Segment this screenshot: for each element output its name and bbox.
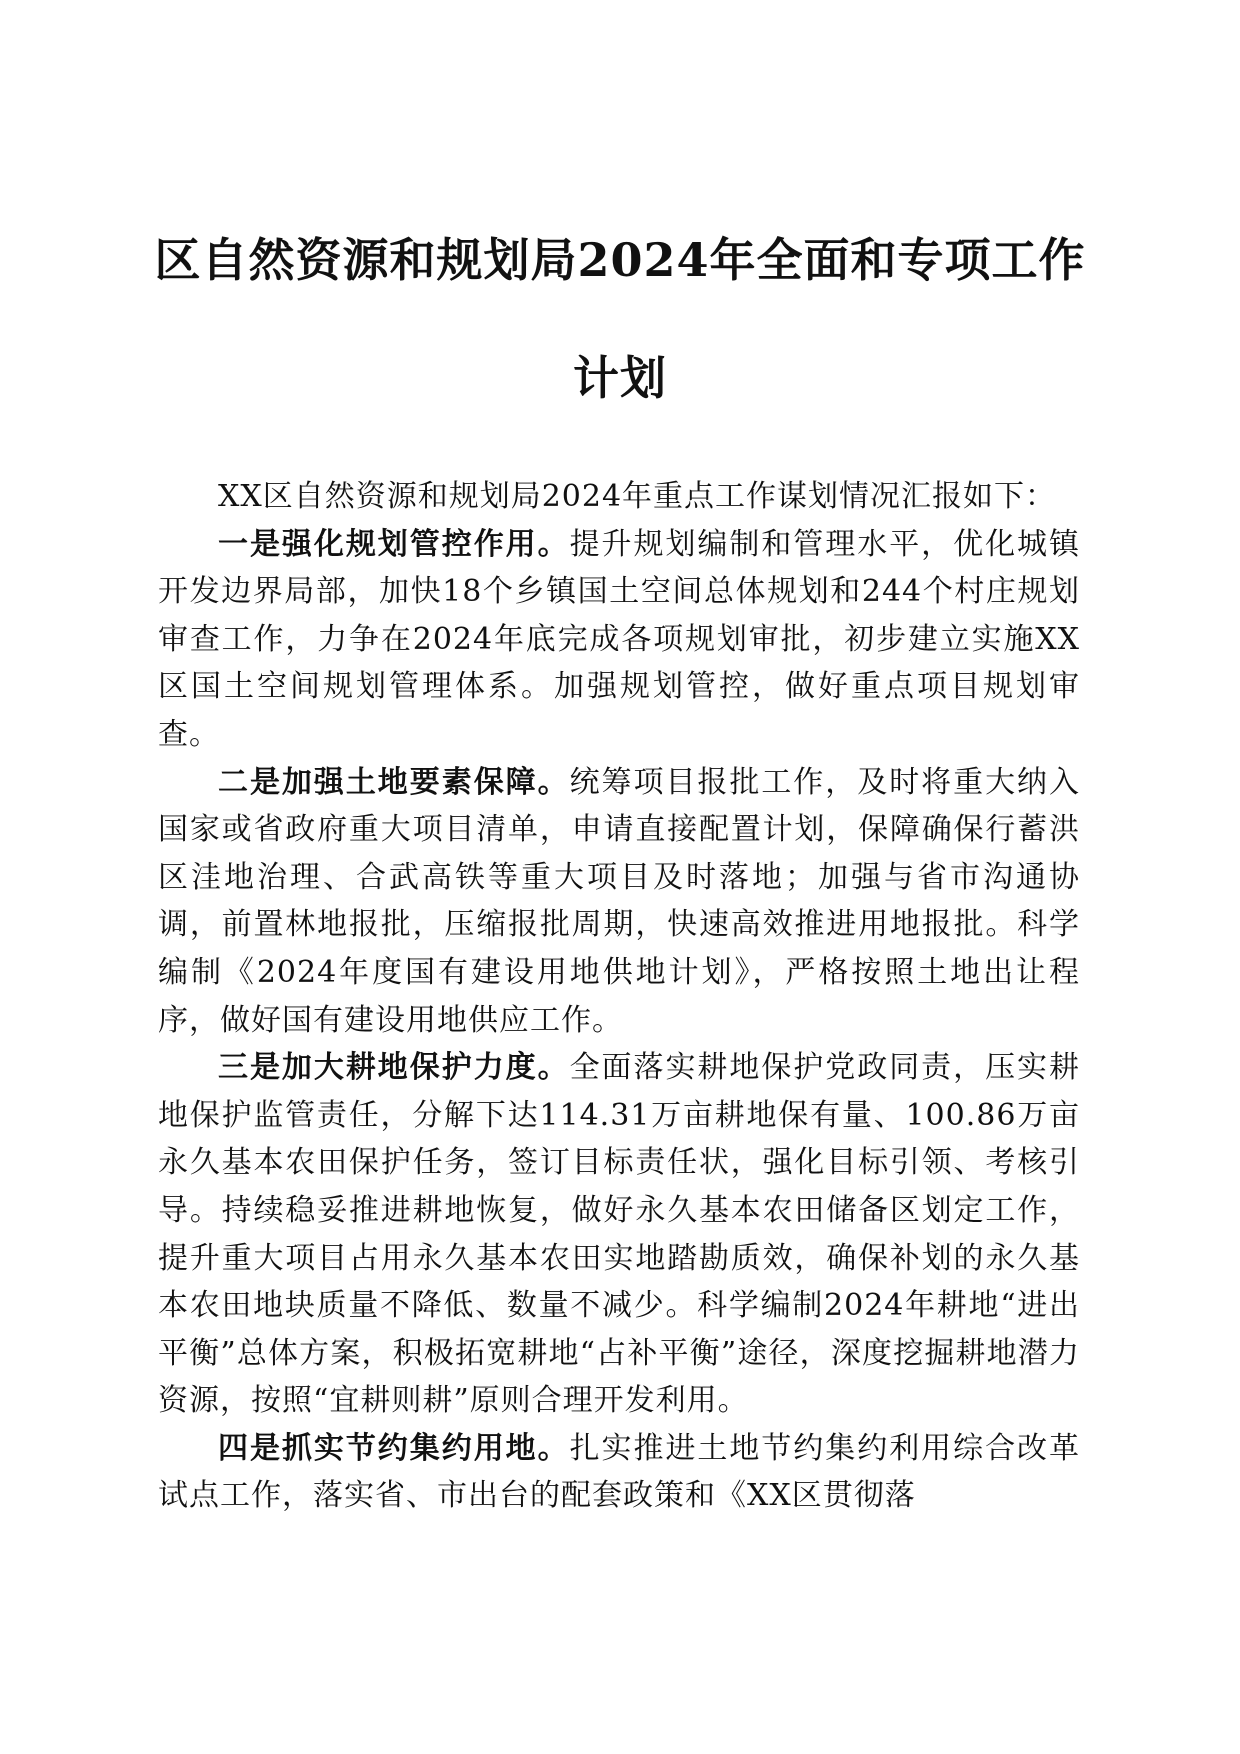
paragraph-item-3 xyxy=(158,1044,1080,1425)
paragraph-text: 扎实推进土地节约集约利用综合改革试点工作，落实省、市出台的配套政策和《XX区贯彻落 xyxy=(158,1430,1081,1514)
paragraph-lead: 四是抓实节约集约用地。 xyxy=(218,1430,570,1466)
paragraph-item-1 xyxy=(158,521,1080,759)
paragraph-lead: 二是加强土地要素保障。 xyxy=(218,764,570,800)
document-title-line-2: 计划 xyxy=(573,351,667,405)
paragraph-lead: 一是强化规划管控作用。 xyxy=(218,526,570,562)
paragraph-lead: 三是加大耕地保护力度。 xyxy=(218,1050,570,1086)
paragraph-intro xyxy=(158,473,1080,521)
paragraph-text: 全面落实耕地保护党政同责，压实耕地保护监管责任，分解下达114.31万亩耕地保有量、100.86万亩永久基本农田保护任务，签订目标责任状，强化目标引领、考核引导。持续稳妥推进耕地恢复，做好永久基本农田储备区划定工作，提升重大项目占用永久基本农田实地踏勘质效，确保补划的永久基本农田地块质量不降低、数量不减少。科学编制2024年耕地“进出平衡”总体方案，积极拓宽耕地“占补平衡”途径，深度挖掘耕地潜力资源，按照“宜耕则耕”原则合理开发利用。 xyxy=(158,1050,1081,1419)
paragraph-text: XX区自然资源和规划局2024年重点工作谋划情况汇报如下： xyxy=(218,479,1057,514)
paragraph-text: 提升规划编制和管理水平，优化城镇开发边界局部，加快18个乡镇国土空间总体规划和244个村庄规划审查工作，力争在2024年底完成各项规划审批，初步建立实施XX区国土空间规划管理体系。加强规划管控，做好重点项目规划审查。 xyxy=(158,526,1081,752)
document-title-line-1: 区自然资源和规划局2024年全面和专项工作 xyxy=(154,233,1086,287)
document-body xyxy=(158,473,1080,1520)
paragraph-item-2 xyxy=(158,759,1080,1045)
paragraph-text: 统筹项目报批工作，及时将重大纳入国家或省政府重大项目清单，申请直接配置计划，保障确保行蓄洪区洼地治理、合武高铁等重大项目及时落地；加强与省市沟通协调，前置林地报批，压缩报批周期，快速高效推进用地报批。科学编制《2024年度国有建设用地供地计划》，严格按照土地出让程序，做好国有建设用地供应工作。 xyxy=(158,764,1081,1038)
paragraph-item-4 xyxy=(158,1425,1080,1520)
